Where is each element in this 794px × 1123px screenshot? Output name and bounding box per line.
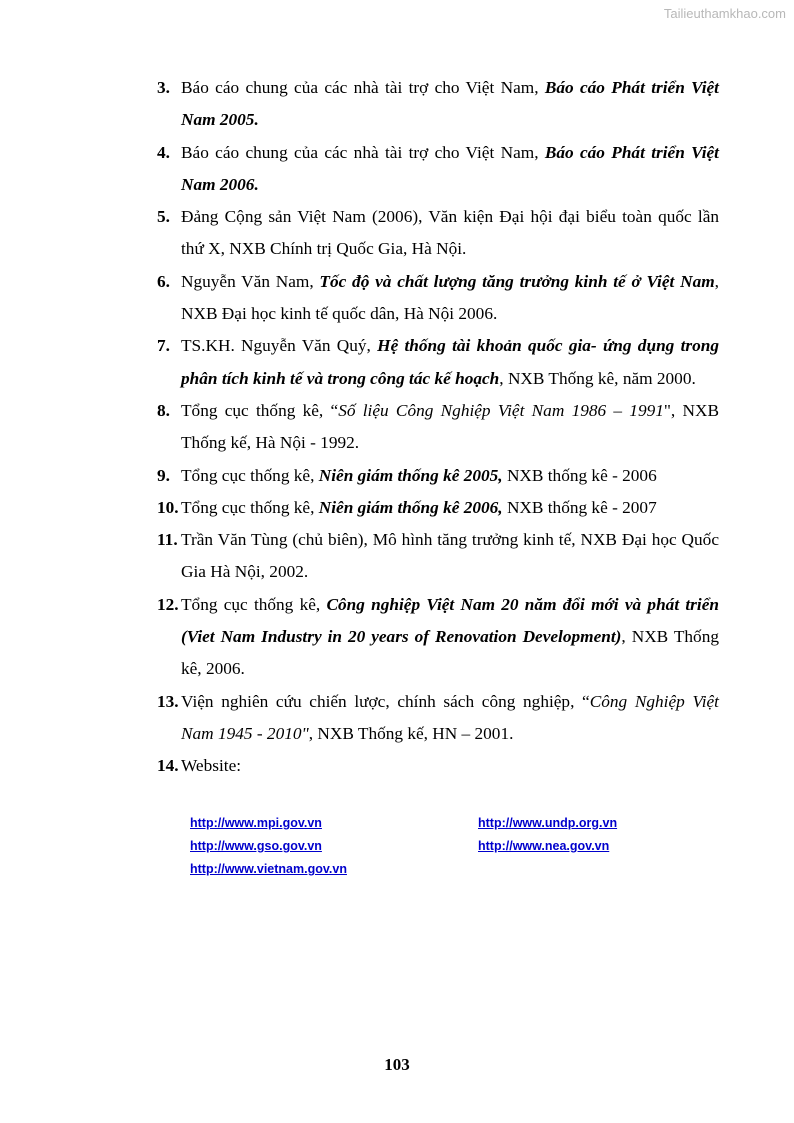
reference-text: Báo cáo chung của các nhà tài trợ cho Việt Nam, [181, 142, 545, 162]
reference-item-10 [157, 492, 719, 524]
reference-number: 4. [157, 142, 170, 162]
link-vietnam[interactable]: http://www.vietnam.gov.vn [190, 862, 347, 876]
reference-title: Công Nghiệp Việt Nam 1945 - 2010" [181, 691, 719, 743]
link-mpi[interactable]: http://www.mpi.gov.vn [190, 816, 322, 830]
reference-text-tail: , NXB Đại học kinh tế quốc dân, Hà Nội 2006. [181, 271, 719, 324]
reference-number: 11. [157, 530, 178, 550]
reference-text: Báo cáo chung của các nhà tài trợ cho Việt Nam, [181, 78, 545, 97]
reference-title: Tốc độ và chất lượng tăng trưởng kinh tế ở Việt Nam [319, 271, 715, 291]
reference-item-6 [157, 266, 719, 331]
reference-text: Viện nghiên cứu chiến lược, chính sách công nghiệp, “ [181, 691, 590, 711]
reference-number: 7. [157, 336, 170, 356]
reference-number: 5. [157, 207, 170, 227]
reference-number: 6. [157, 271, 170, 291]
reference-item-4 [157, 137, 719, 202]
reference-item-8 [157, 395, 719, 460]
reference-number: 10. [157, 497, 179, 517]
reference-title: Số liệu Công Nghiệp Việt Nam 1986 – 1991 [338, 400, 664, 420]
reference-text: TS.KH. Nguyễn Văn Quý, [181, 336, 378, 356]
reference-text: Tổng cục thống kê, [181, 594, 327, 614]
reference-text: Tổng cục thống kê, [181, 465, 319, 485]
reference-title: Niên giám thống kê 2005, [318, 465, 503, 485]
reference-title: Công nghiệp Việt Nam 20 năm đổi mới và phát triển (Viet Nam Industry in 20 years of Renovation Development) [181, 594, 719, 647]
reference-text: Đảng Cộng sản Việt Nam (2006), Văn kiện Đại hội đại biểu toàn quốc lần thứ X, NXB Chính trị Quốc Gia, Hà Nội. [181, 207, 719, 259]
reference-number: 3. [157, 78, 170, 97]
reference-title: Báo cáo Phát triển Việt Nam 2005. [181, 78, 719, 130]
reference-list [157, 72, 719, 783]
reference-item-7 [157, 330, 719, 395]
reference-text: Trần Văn Tùng (chủ biên), Mô hình tăng trưởng kinh tế, NXB Đại học Quốc Gia Hà Nội, 2002. [181, 530, 719, 582]
reference-title: Báo cáo Phát triển Việt Nam 2006. [181, 142, 719, 194]
reference-number: 8. [157, 400, 170, 420]
reference-number: 13. [157, 691, 179, 711]
link-nea[interactable]: http://www.nea.gov.vn [478, 839, 610, 853]
link-gso[interactable]: http://www.gso.gov.vn [190, 839, 322, 853]
reference-text: Tổng cục thống kê, [181, 497, 319, 517]
link-undp[interactable]: http://www.undp.org.vn [478, 816, 618, 830]
reference-text-tail: , NXB Thống kê, 2006. [181, 627, 719, 679]
reference-number: 12. [157, 594, 179, 614]
reference-text: Tổng cục thống kê, “ [181, 400, 339, 420]
reference-item-9 [157, 460, 719, 492]
reference-title: Hệ thống tài khoản quốc gia- ứng dụng trong phân tích kinh tế và trong công tác kế hoạch [181, 336, 720, 388]
reference-text-tail: , NXB Thống kế, HN – 2001. [308, 723, 514, 743]
reference-text: Nguyễn Văn Nam, [181, 271, 320, 291]
reference-text-tail: ", NXB Thống kế, Hà Nội - 1992. [181, 400, 720, 453]
reference-number: 9. [157, 465, 170, 485]
reference-item-12 [157, 589, 719, 686]
reference-text-tail: NXB thống kê - 2006 [502, 465, 657, 485]
reference-item-11 [157, 524, 719, 589]
page-number: 103 [384, 1055, 410, 1074]
watermark-text: Tailieuthamkhao.com [663, 6, 786, 21]
reference-text-tail: , NXB Thống kê, năm 2000. [499, 368, 696, 388]
reference-item-5 [157, 201, 719, 266]
reference-item-13 [157, 686, 719, 751]
reference-number: 14. [157, 756, 179, 776]
reference-text: Website: [181, 756, 242, 776]
reference-item-3 [157, 72, 719, 137]
reference-title: Niên giám thống kê 2006, [318, 497, 503, 517]
reference-item-14 [157, 750, 719, 782]
reference-text-tail: NXB thống kê - 2007 [502, 497, 657, 517]
